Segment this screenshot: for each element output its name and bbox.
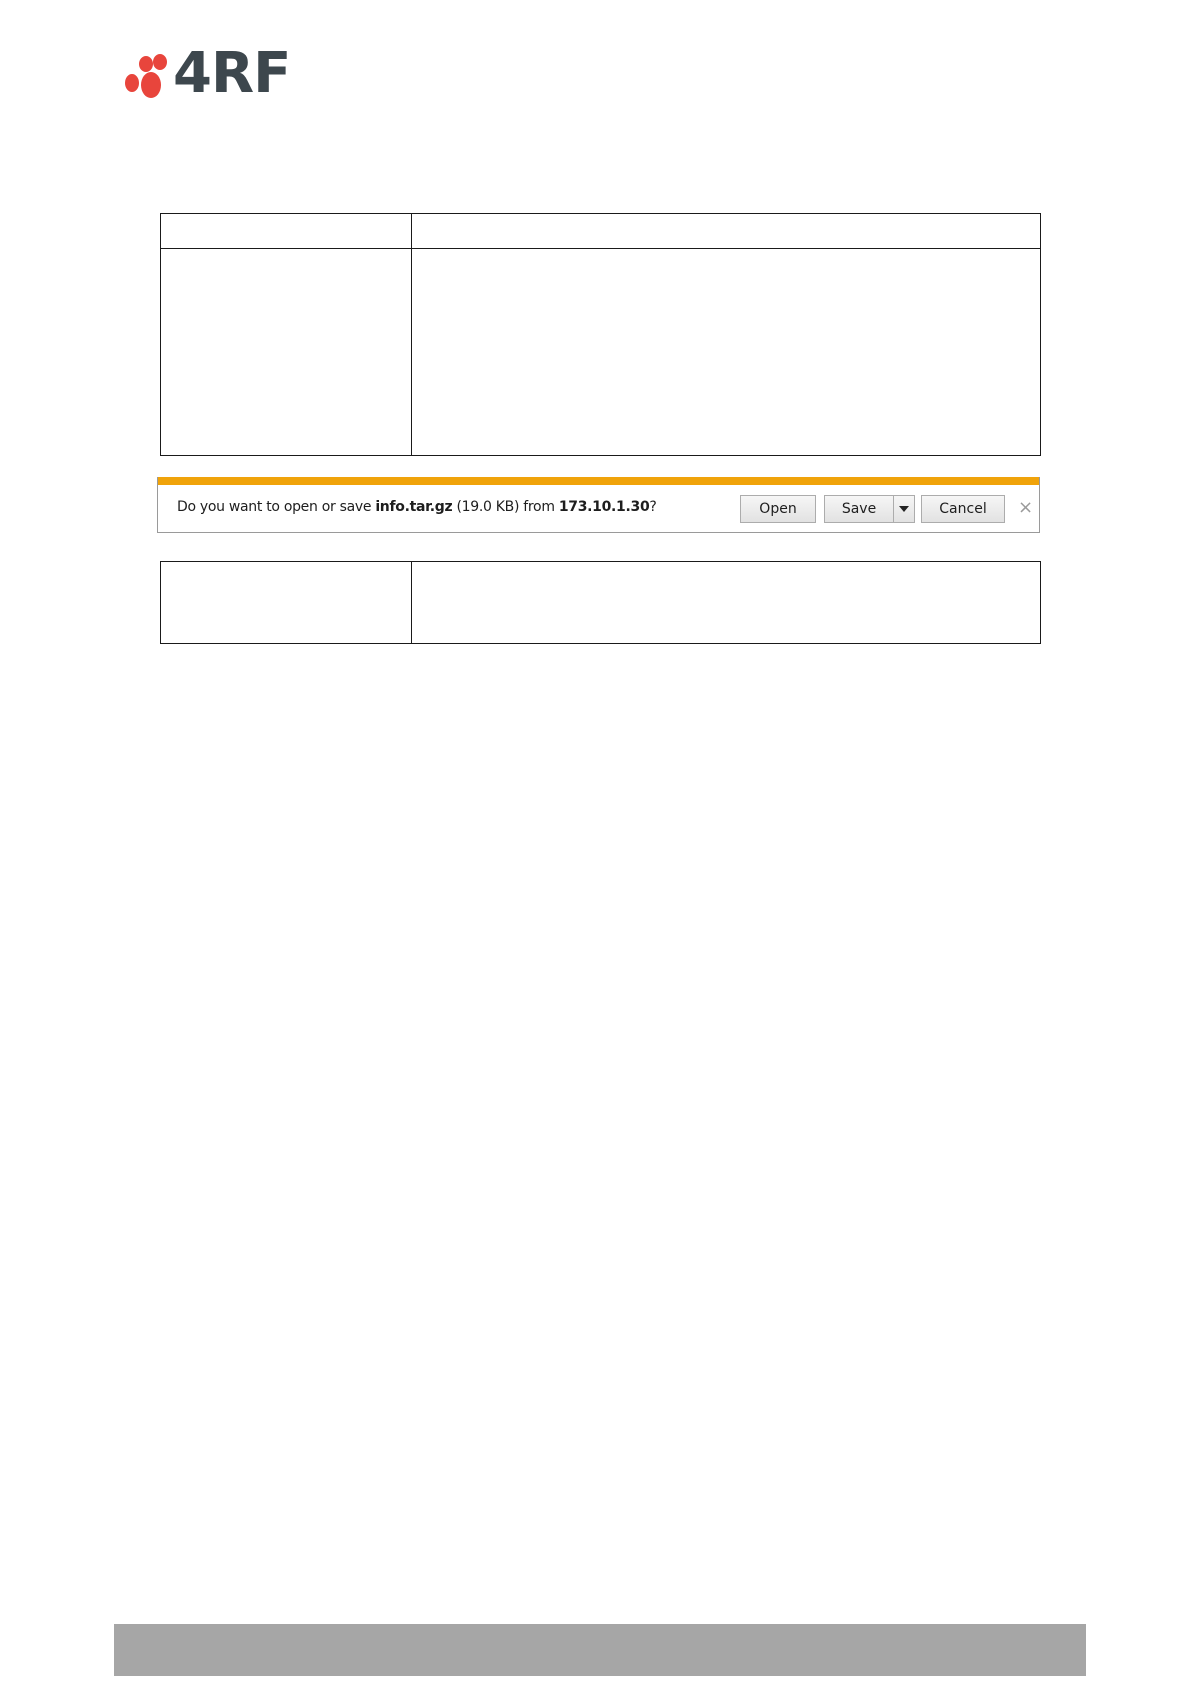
cancel-button[interactable]: Cancel xyxy=(921,495,1005,523)
table-row xyxy=(161,249,1041,456)
download-notification-bar xyxy=(157,477,1040,533)
table-cell xyxy=(412,562,1041,644)
close-icon[interactable]: × xyxy=(1018,497,1034,518)
chevron-down-icon xyxy=(899,506,909,512)
table-cell xyxy=(161,249,412,456)
brand-name: 4RF xyxy=(173,41,291,106)
table-cell xyxy=(412,214,1041,249)
top-table xyxy=(160,213,1041,456)
page-footer-bar xyxy=(114,1624,1086,1676)
save-button[interactable]: Save xyxy=(824,495,894,523)
download-message: Do you want to open or save info.tar.gz (19.0 KB) from 173.10.1.30? xyxy=(177,499,657,515)
table-cell xyxy=(161,562,412,644)
open-button[interactable]: Open xyxy=(740,495,816,523)
save-options-dropdown[interactable] xyxy=(893,495,915,523)
table-cell xyxy=(412,249,1041,456)
logo-dot xyxy=(125,74,139,92)
notification-accent-stripe xyxy=(158,477,1039,485)
table-row xyxy=(161,562,1041,644)
table-header-row xyxy=(161,214,1041,249)
logo-dot xyxy=(153,54,167,70)
download-host: 173.10.1.30 xyxy=(558,499,650,515)
table-cell xyxy=(161,214,412,249)
bottom-table xyxy=(160,561,1041,644)
download-filename: info.tar.gz xyxy=(375,499,453,515)
brand-logo xyxy=(123,41,298,107)
logo-dot xyxy=(139,56,153,72)
logo-dot xyxy=(141,72,161,98)
